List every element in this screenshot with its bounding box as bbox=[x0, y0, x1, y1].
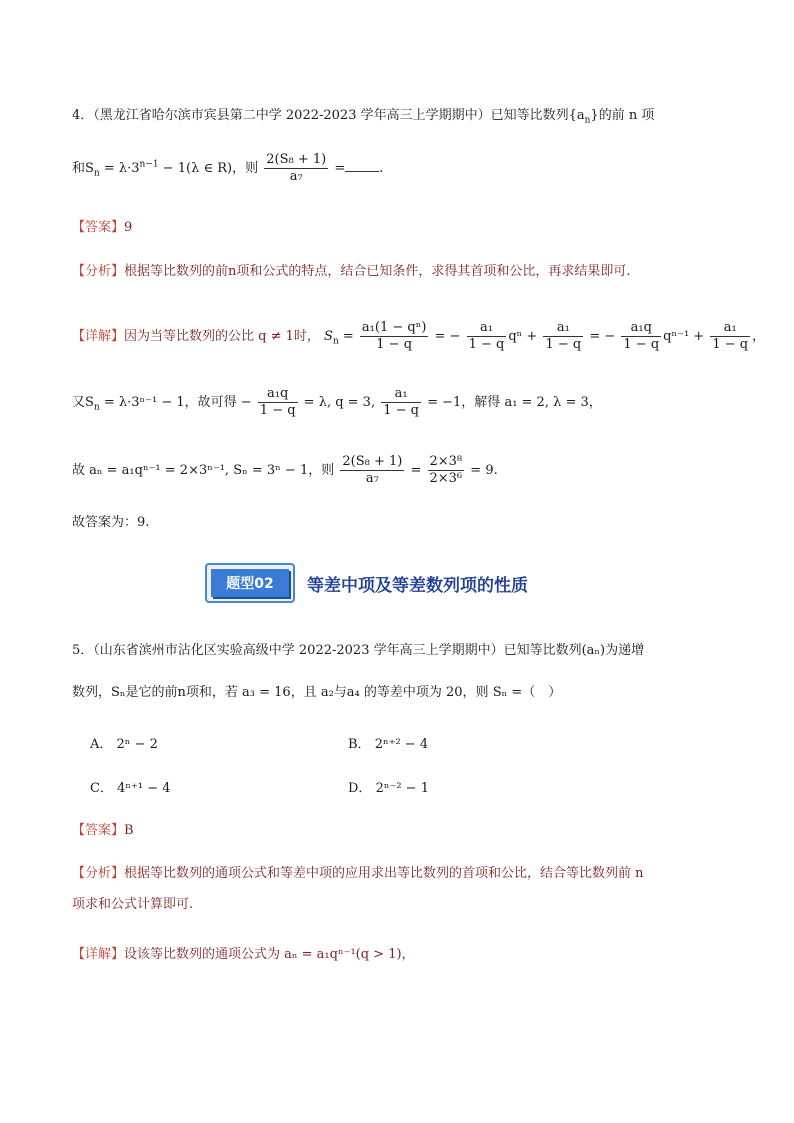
fraction: $\frac{\text{2×3⁸}}{\text{2×3⁶}}$ bbox=[429, 454, 463, 486]
fraction: $\frac{\text{2(S₈ + 1)}}{\text{a₇}}$ bbox=[342, 454, 403, 486]
q4-final-answer: 故答案为：9. bbox=[72, 515, 150, 530]
section-badge-label: 题型02 bbox=[211, 569, 289, 597]
section-badge bbox=[205, 563, 295, 603]
option-a[interactable]: A． 2ⁿ − 2 bbox=[90, 737, 158, 752]
fraction: $\frac{\text{a₁}}{1 - q}$ bbox=[545, 320, 582, 352]
fraction: $\frac{\text{a₁q}}{1 - q}$ bbox=[623, 320, 660, 352]
fraction: $\frac{\text{a₁}}{1 - q}$ bbox=[383, 386, 419, 418]
q5-detail: 【详解】设该等比数列的通项公式为 aₙ = a₁qⁿ⁻¹(q > 1)， bbox=[72, 947, 415, 962]
option-d[interactable]: D． 2ⁿ⁻² − 1 bbox=[348, 781, 429, 796]
q5-stem-line2: 数列，Sₙ是它的前n项和，若 a₃ = 16，且 a₂与a₄ 的等差中项为 20，则 Sₙ =（ ） bbox=[72, 685, 562, 700]
q4-detail-line2: 又$S_n = \lambda\cdot 3^{n-1} - 1$，故可得 − $\frac{\text{a₁q}}{1 - q}$ = λ, q = 3, $\frac{\text{a₁}}{1 - q}$ = −1，解得 a₁ = 2, λ = 3， bbox=[72, 386, 602, 418]
q5-analysis-line2: 项求和公式计算即可. bbox=[72, 897, 194, 912]
option-c[interactable]: C． 4ⁿ⁺¹ − 4 bbox=[90, 781, 171, 796]
section-header bbox=[205, 561, 528, 605]
q4-stem-line1: 4．（黑龙江省哈尔滨市宾县第二中学 2022-2023 学年高三上学期期中）已知等比数列$\{a_n\}$的前 n 项 bbox=[72, 108, 655, 126]
q4-answer: 【答案】9 bbox=[72, 220, 133, 235]
answer-blank bbox=[345, 159, 379, 172]
fraction: $\frac{\text{a₁(1 − qⁿ)}}{1 - q}$ bbox=[361, 320, 427, 352]
fraction: $\frac{\text{a₁}}{1 - q}$ bbox=[712, 320, 749, 352]
q4-fraction: $\frac{\text{2(S₈ + 1)}}{\text{a₇}}$ bbox=[266, 152, 327, 184]
section-title: 等差中项及等差数列项的性质 bbox=[307, 575, 528, 596]
q5-analysis-line1: 【分析】根据等比数列的通项公式和等差中项的应用求出等比数列的首项和公比，结合等比数列前 n bbox=[72, 866, 644, 881]
q4-detail-line3: 故 aₙ = a₁qⁿ⁻¹ = 2×3ⁿ⁻¹, Sₙ = 3ⁿ − 1，则 $\frac{\text{2(S₈ + 1)}}{\text{a₇}}$ = $\frac{\text{2×3⁸}}{\text{2×3⁶}}$ = 9. bbox=[72, 454, 498, 486]
option-b[interactable]: B． 2ⁿ⁺² − 4 bbox=[348, 737, 429, 752]
q4-analysis: 【分析】根据等比数列的前n项和公式的特点，结合已知条件，求得其首项和公比，再求结果即可. bbox=[72, 264, 631, 279]
q5-stem-line1: 5．（山东省滨州市沾化区实验高级中学 2022-2023 学年高三上学期期中）已知等比数列(aₙ)为递增 bbox=[72, 643, 645, 658]
q4-detail-line1: 【详解】因为当等比数列的公比 q ≠ 1时， $S_n$ = $\frac{\text{a₁(1 − qⁿ)}}{1 - q}$ = − $\frac{\text{a₁}}{1 - q}$ qⁿ + $\frac{\text{a₁}}{1 - q}$ = − $\frac{\text{a₁q}}{1 - q}$ qⁿ⁻¹ + $\frac{\text{a₁}}{1 - q}$ ， bbox=[72, 320, 766, 352]
q5-answer: 【答案】B bbox=[72, 823, 134, 838]
fraction: $\frac{\text{a₁q}}{1 - q}$ bbox=[259, 386, 296, 418]
fraction: $\frac{\text{a₁}}{1 - q}$ bbox=[468, 320, 505, 352]
q4-stem-line2: 和$S_n = \lambda\cdot 3^{n-1} - 1(\lambda$ ∈ R)，则 $\frac{\text{2(S₈ + 1)}}{\text{a₇}}$ = . bbox=[72, 152, 384, 184]
